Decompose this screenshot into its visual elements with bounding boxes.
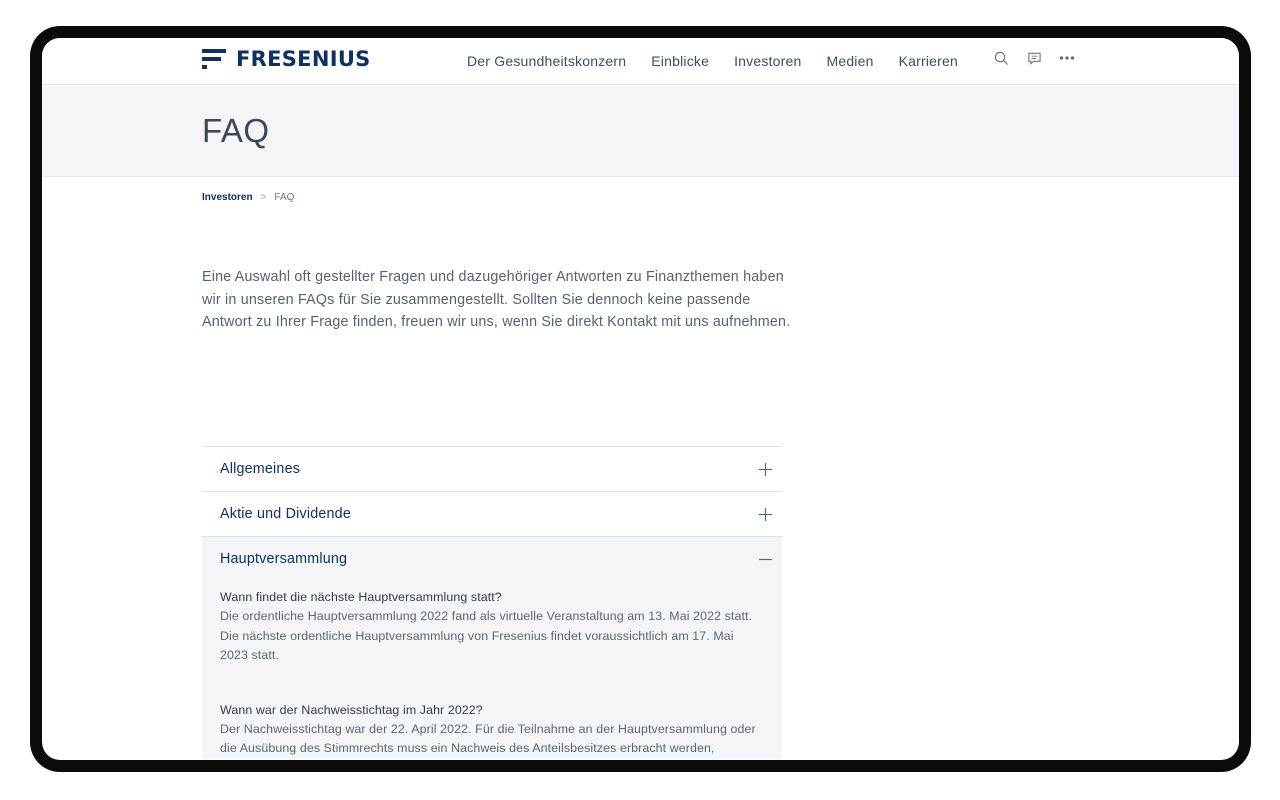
accordion-header-hauptversammlung[interactable] <box>202 537 782 581</box>
nav-item-einblicke[interactable]: Einblicke <box>651 53 710 69</box>
accordion-title: Hauptversammlung <box>220 551 348 567</box>
faq-question: Wann findet die nächste Hauptversammlung statt? <box>220 590 502 604</box>
minus-icon[interactable] <box>758 552 772 566</box>
breadcrumb-separator-icon: > <box>260 192 267 203</box>
more-icon[interactable] <box>1058 49 1076 67</box>
search-icon[interactable] <box>992 49 1010 67</box>
faq-accordion <box>202 446 782 760</box>
accordion-item-allgemeines <box>202 446 782 491</box>
nav-item-gesundheitskonzern[interactable]: Der Gesundheitskonzern <box>467 53 627 69</box>
nav-item-medien[interactable]: Medien <box>826 53 874 69</box>
accordion-body-hauptversammlung <box>202 581 782 759</box>
faq-answer: Die ordentliche Hauptversammlung 2022 fand als virtuelle Veranstaltung am 13. Mai 2022 statt. Die nächste ordentliche Hauptversammlung von Fresenius findet voraussichtlich am 17. Mai 2023 statt. <box>220 609 753 662</box>
accordion-title: Aktie und Dividende <box>220 506 351 522</box>
device-frame <box>30 26 1251 772</box>
accordion-title: Allgemeines <box>220 461 301 477</box>
page-title: FAQ <box>202 112 270 149</box>
faq-answer: Der Nachweisstichtag war der 22. April 2022. Für die Teilnahme an der Hauptversammlung oder die Ausübung des Stimmrechts muss ein Nachweis des Anteilsbesitzes erbracht werden, <box>220 721 756 755</box>
accordion-item-hauptversammlung <box>202 536 782 759</box>
fresenius-logo[interactable] <box>202 46 371 72</box>
chat-icon[interactable] <box>1025 49 1043 67</box>
faq-question: Wann war der Nachweisstichtag im Jahr 2022? <box>220 702 483 717</box>
faq-entry <box>220 587 760 666</box>
header-icons <box>992 49 1091 67</box>
main-nav <box>467 52 983 70</box>
page-hero <box>42 86 1239 177</box>
nav-item-investoren[interactable]: Investoren <box>734 53 802 69</box>
accordion-header-aktie-dividende[interactable] <box>202 492 782 536</box>
faq-entry <box>220 700 760 759</box>
intro-text: Eine Auswahl oft gestellter Fragen und dazugehöriger Antworten zu Finanzthemen haben wir in unseren FAQs für Sie zusammengestellt. Sollten Sie dennoch keine passende Antwort zu Ihrer Frage finden, freuen wir uns, wenn Sie direkt Kontakt mit uns aufnehmen. <box>202 269 791 331</box>
site-header <box>42 38 1239 85</box>
plus-icon[interactable] <box>758 462 772 476</box>
breadcrumb-investoren-link[interactable]: Investoren <box>202 192 253 203</box>
logo-text: FRESENIUS <box>236 47 371 71</box>
plus-icon[interactable] <box>758 507 772 521</box>
browser-viewport <box>42 38 1239 760</box>
breadcrumb <box>202 192 294 203</box>
logo-mark-icon <box>202 48 226 70</box>
breadcrumb-current: FAQ <box>274 192 295 203</box>
accordion-header-allgemeines[interactable] <box>202 447 782 491</box>
accordion-item-aktie-dividende <box>202 491 782 536</box>
nav-item-karrieren[interactable]: Karrieren <box>898 53 958 69</box>
